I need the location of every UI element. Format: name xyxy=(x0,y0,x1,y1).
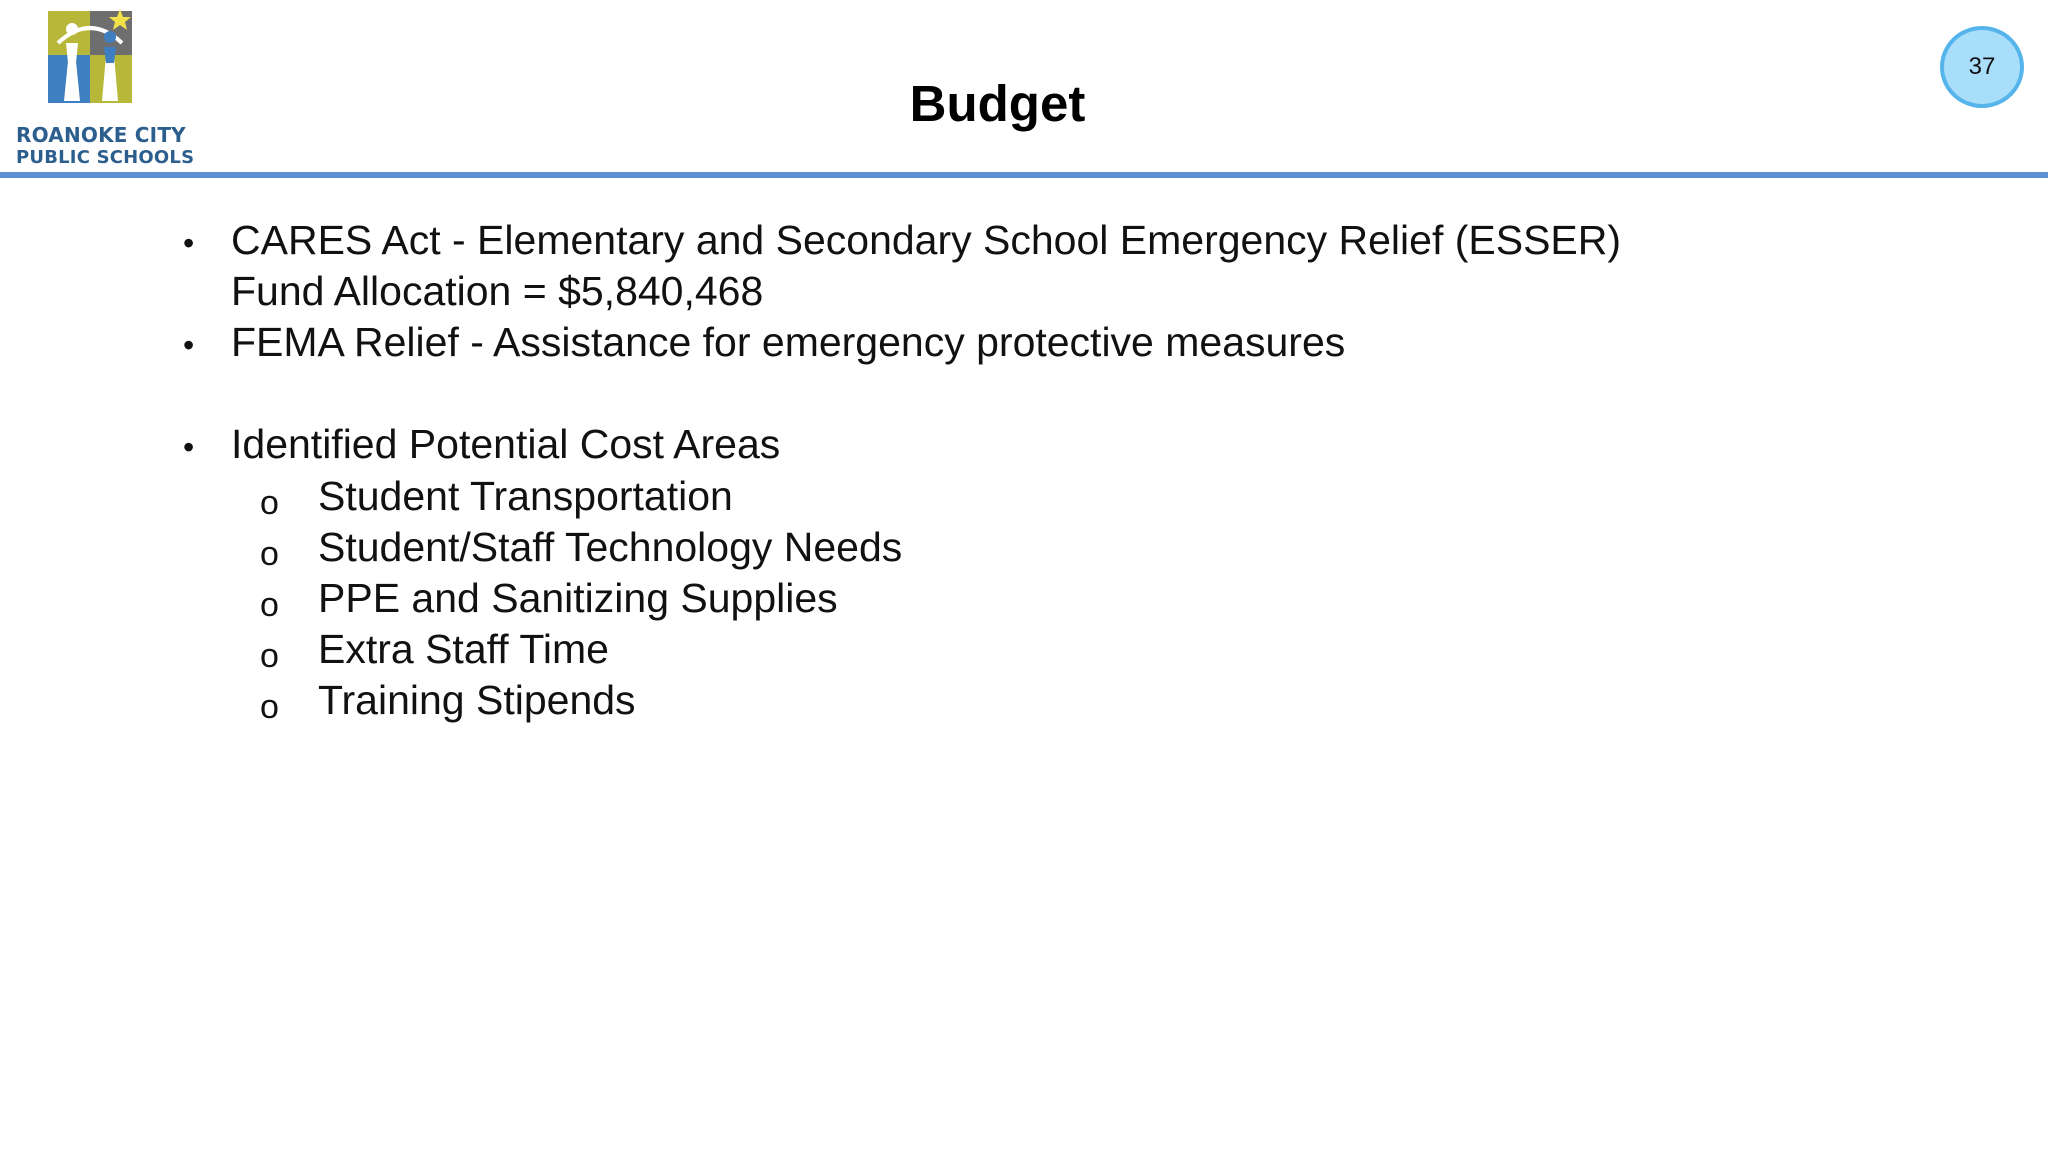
sub-bullet-marker: o xyxy=(260,535,279,573)
header-divider xyxy=(0,172,2048,178)
sub-bullet-marker: o xyxy=(260,637,279,675)
sub-bullet-marker: o xyxy=(260,586,279,624)
sub-item-ppe: PPE and Sanitizing Supplies xyxy=(318,575,838,621)
bullet-marker: • xyxy=(183,225,195,261)
logo-figure-torso-right xyxy=(104,47,116,63)
bullet-text-cares-line2: Fund Allocation = $5,840,468 xyxy=(231,268,764,314)
slide-title: Budget xyxy=(909,75,1086,132)
logo-text-line2: PUBLIC SCHOOLS xyxy=(16,147,195,168)
page-number-badge: 37 xyxy=(1940,26,2024,108)
sub-item-staff-time: Extra Staff Time xyxy=(318,626,609,672)
sub-bullet-marker: o xyxy=(260,688,279,726)
bullet-marker: • xyxy=(183,327,195,363)
sub-bullet-marker: o xyxy=(260,484,279,522)
bullet-text-cost-areas: Identified Potential Cost Areas xyxy=(231,421,781,467)
logo-figure-head-left xyxy=(66,23,78,35)
logo-figure-torso-left xyxy=(66,43,78,63)
logo-figure-head-right xyxy=(104,31,116,43)
sub-item-technology: Student/Staff Technology Needs xyxy=(318,524,903,570)
sub-item-transportation: Student Transportation xyxy=(318,473,733,519)
bullet-marker: • xyxy=(183,429,195,465)
sub-item-training-stipends: Training Stipends xyxy=(318,677,636,723)
bullet-text-fema: FEMA Relief - Assistance for emergency protective measures xyxy=(231,319,1346,365)
logo-text-line1: ROANOKE CITY xyxy=(16,123,186,147)
bullet-text-cares-line1: CARES Act - Elementary and Secondary School Emergency Relief (ESSER) xyxy=(231,217,1622,263)
